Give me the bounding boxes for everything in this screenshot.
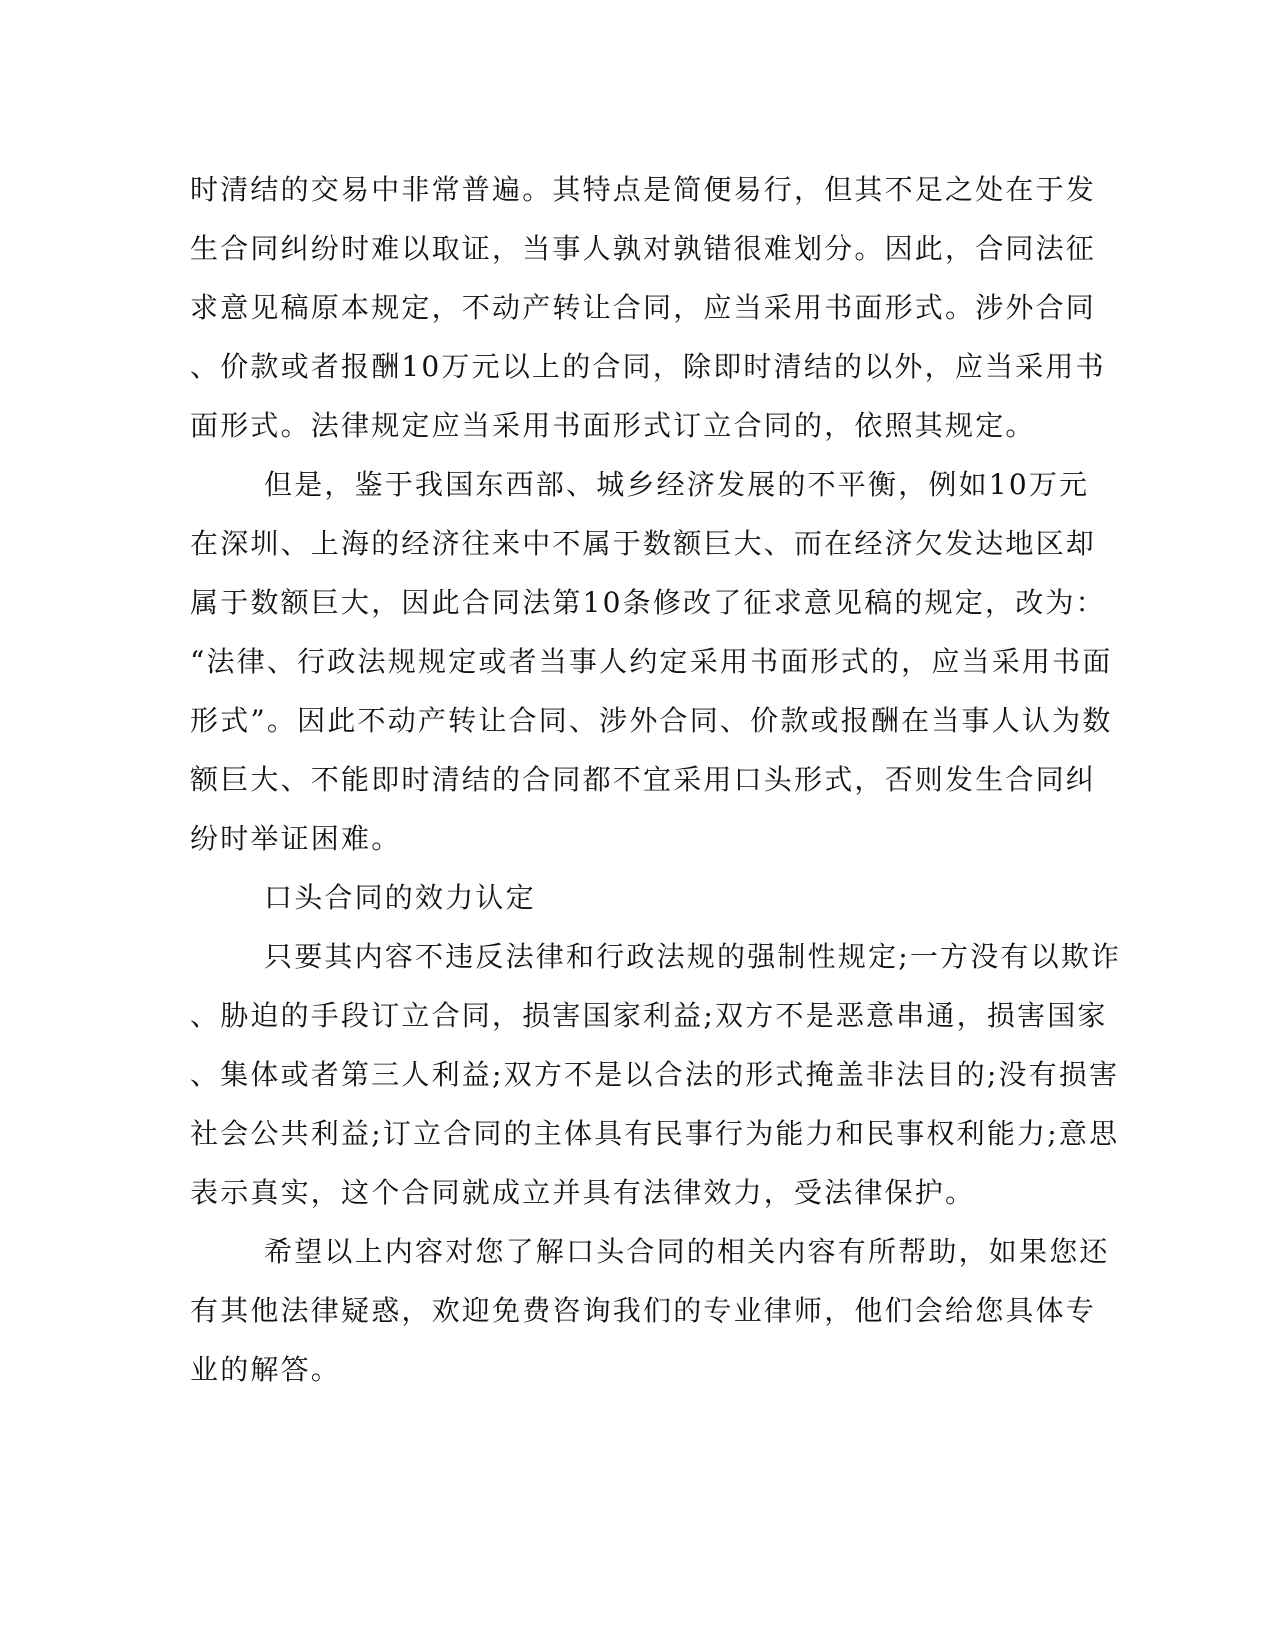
section-heading: 口头合同的效力认定: [264, 881, 536, 914]
text-line: 但是，鉴于我国东西部、城乡经济发展的不平衡，例如10万元: [264, 468, 1090, 501]
text-line: 社会公共利益;订立合同的主体具有民事行为能力和民事权利能力;意思: [190, 1117, 1120, 1150]
text-line: 属于数额巨大，因此合同法第10条修改了征求意见稿的规定，改为：: [190, 586, 1106, 619]
text-line: 面形式。法律规定应当采用书面形式订立合同的，依照其规定。: [190, 409, 1036, 442]
text-line: 、胁迫的手段订立合同，损害国家利益;双方不是恶意串通，损害国家: [190, 999, 1108, 1032]
text-line: 只要其内容不违反法律和行政法规的强制性规定;一方没有以欺诈: [264, 940, 1122, 973]
text-line: 有其他法律疑惑，欢迎免费咨询我们的专业律师，他们会给您具体专: [190, 1294, 1097, 1327]
text-line: 求意见稿原本规定，不动产转让合同，应当采用书面形式。涉外合同: [190, 291, 1097, 324]
body-text: [190, 160, 1122, 1399]
text-line: 形式”。因此不动产转让合同、涉外合同、价款或报酬在当事人认为数: [190, 704, 1113, 737]
text-line: 、价款或者报酬10万元以上的合同，除即时清结的以外，应当采用书: [190, 350, 1106, 383]
text-line: 希望以上内容对您了解口头合同的相关内容有所帮助，如果您还: [264, 1235, 1110, 1268]
text-line: 业的解答。: [190, 1353, 342, 1386]
text-line: 纷时举证困难。: [190, 822, 402, 855]
text-line: 额巨大、不能即时清结的合同都不宜采用口头形式，否则发生合同纠: [190, 763, 1097, 796]
text-line: 生合同纠纷时难以取证，当事人孰对孰错很难划分。因此，合同法征: [190, 232, 1097, 265]
text-line: “法律、行政法规规定或者当事人约定采用书面形式的，应当采用书面: [190, 645, 1113, 678]
text-line: 时清结的交易中非常普遍。其特点是简便易行，但其不足之处在于发: [190, 173, 1097, 206]
text-line: 表示真实，这个合同就成立并具有法律效力，受法律保护。: [190, 1176, 976, 1209]
text-line: 在深圳、上海的经济往来中不属于数额巨大、而在经济欠发达地区却: [190, 527, 1097, 560]
text-line: 、集体或者第三人利益;双方不是以合法的形式掩盖非法目的;没有损害: [190, 1058, 1120, 1091]
